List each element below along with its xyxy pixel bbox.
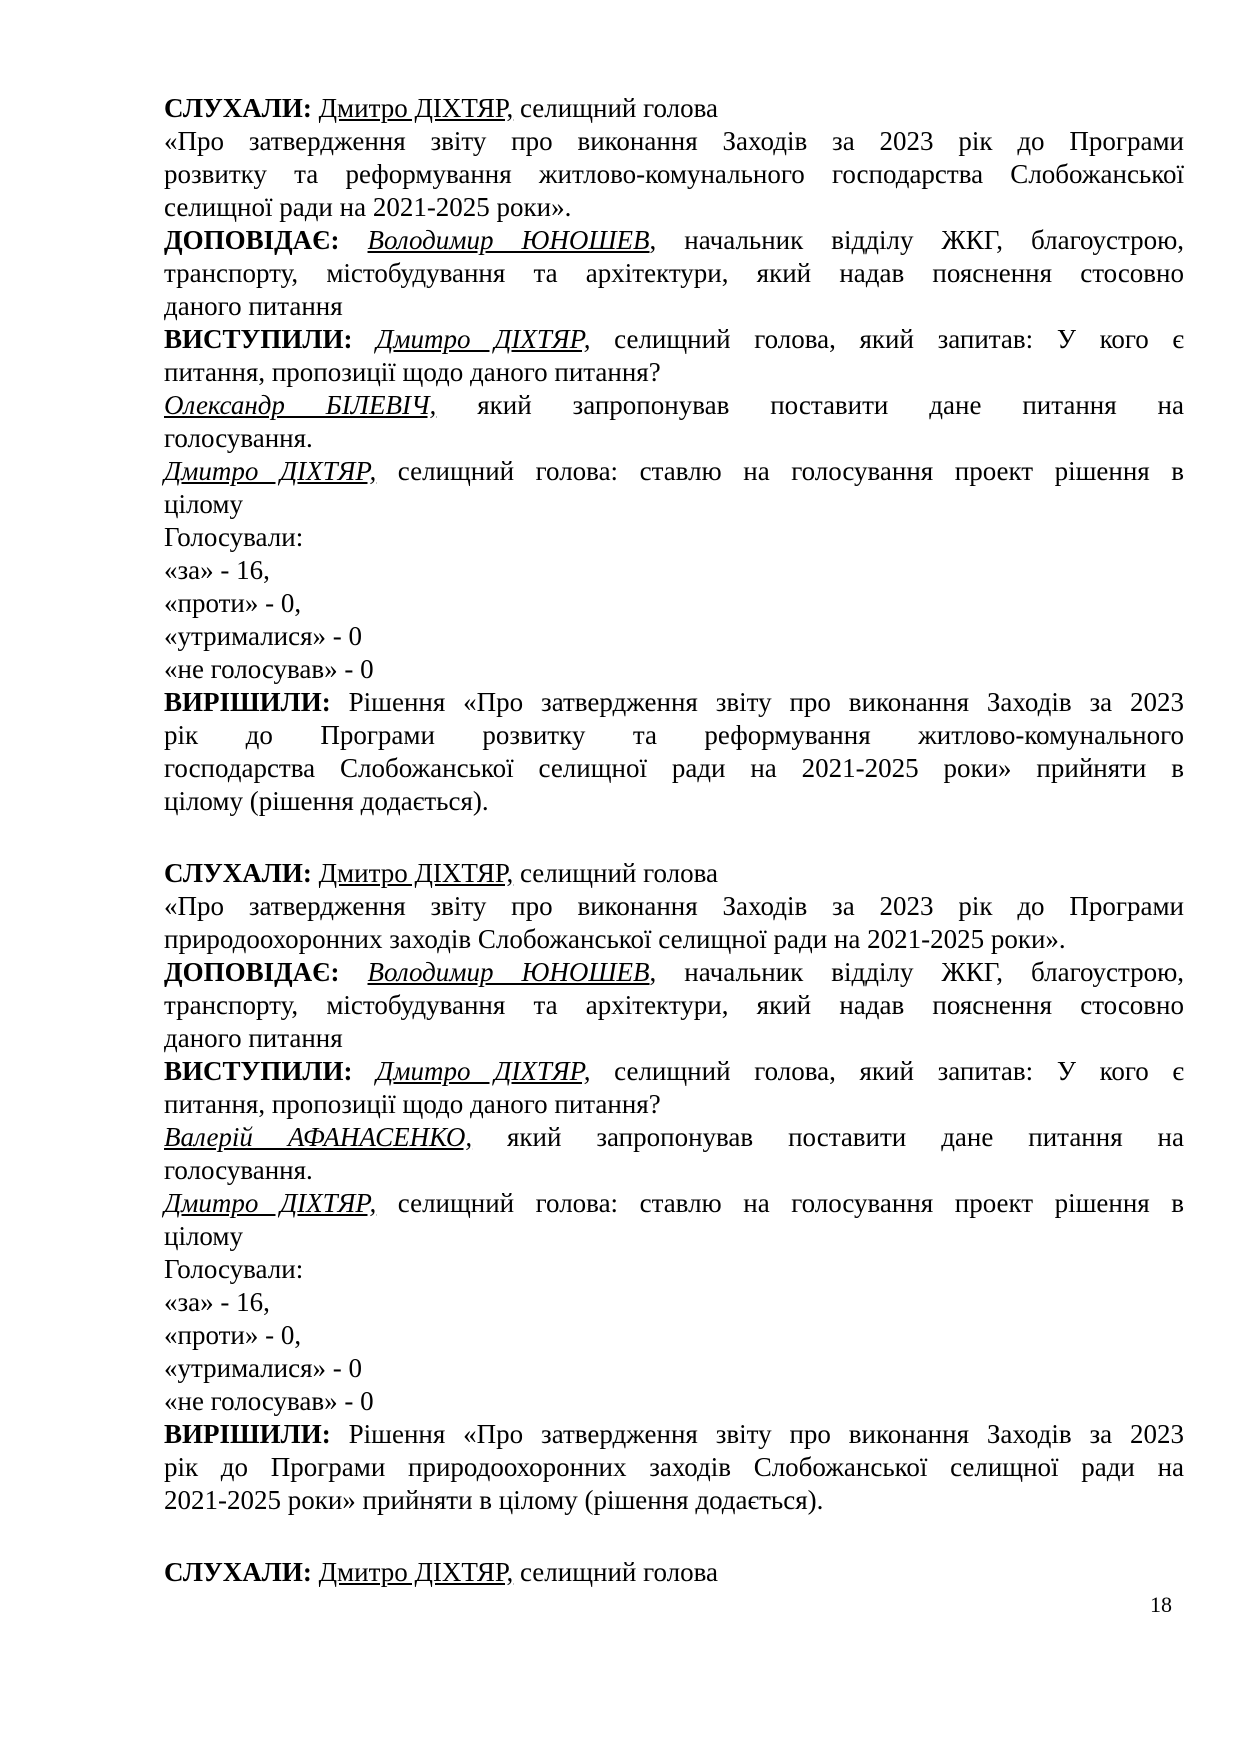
proposer-name: Валерій АФАНАСЕНКО, [164, 1122, 473, 1152]
agenda-item [164, 857, 1184, 1517]
reporter-name: Володимир ЮНОШЕВ [367, 957, 650, 987]
heard-label: СЛУХАЛИ: [164, 93, 312, 123]
topic-line: «Про затвердження звіту про виконання Заходів за 2023 рік до Програми [164, 891, 1184, 921]
spoke-line: питання, пропозиції щодо даного питання? [164, 357, 661, 387]
vote-title: Голосували: [164, 1254, 304, 1284]
speaker-name: Дмитро ДІХТЯР, [318, 1557, 514, 1587]
decision-text: Рішення «Про затвердження звіту про виконання Заходів за 2023 [330, 687, 1184, 717]
speaker-role: селищний голова [513, 1557, 718, 1587]
spoke-text: селищний голова, який запитав: У кого є [590, 324, 1185, 354]
reporter-line [164, 956, 1184, 989]
heard-line [164, 857, 1184, 890]
reporter-role: , начальник відділу ЖКГ, благоустрою, [649, 225, 1184, 255]
heard-line [164, 1556, 1184, 1589]
topic-line: розвитку та реформування житлово-комунального господарства Слобожанської [164, 159, 1184, 189]
section-spacer [164, 1517, 1184, 1556]
vote-not-voted: «не голосував» - 0 [164, 654, 374, 684]
spoke-label: ВИСТУПИЛИ: [164, 1056, 353, 1086]
chair-line: цілому [164, 489, 243, 519]
chair-line [164, 455, 1184, 488]
heard-line [164, 92, 1184, 125]
proposal-text: який запропонував поставити дане питання на [472, 1122, 1184, 1152]
spoke-line: питання, пропозиції щодо даного питання? [164, 1089, 661, 1119]
chair-text: селищний голова: ставлю на голосування проект рішення в [376, 456, 1184, 486]
page-number: 18 [1150, 1592, 1172, 1617]
reporter-label: ДОПОВІДАЄ: [164, 225, 340, 255]
reporter-line: даного питання [164, 1023, 343, 1053]
spoke-text: селищний голова, який запитав: У кого є [590, 1056, 1185, 1086]
topic-line: «Про затвердження звіту про виконання Заходів за 2023 рік до Програми [164, 126, 1184, 156]
proposal-line [164, 1121, 1184, 1154]
vote-against: «проти» - 0, [164, 588, 302, 618]
proposal-line: голосування. [164, 423, 313, 453]
topic-line: природоохоронних заходів Слобожанської селищної ради на 2021-2025 роки». [164, 924, 1066, 954]
section-spacer [164, 818, 1184, 857]
proposal-text: який запропонував поставити дане питання на [436, 390, 1184, 420]
vote-abstained: «утрималися» - 0 [164, 1353, 363, 1383]
reporter-line: транспорту, містобудування та архітектури, який надав пояснення стосовно [164, 258, 1184, 288]
spoke-line [164, 1055, 1184, 1088]
speaker-name: Дмитро ДІХТЯР, [376, 1056, 591, 1086]
speaker-name: Дмитро ДІХТЯР, [318, 858, 514, 888]
spoke-line [164, 323, 1184, 356]
speaker-name: Дмитро ДІХТЯР, [318, 93, 514, 123]
proposal-line [164, 389, 1184, 422]
decision-label: ВИРІШИЛИ: [164, 687, 331, 717]
spoke-label: ВИСТУПИЛИ: [164, 324, 353, 354]
reporter-label: ДОПОВІДАЄ: [164, 957, 340, 987]
speaker-name: Дмитро ДІХТЯР, [376, 324, 591, 354]
reporter-line [164, 224, 1184, 257]
decision-text: Рішення «Про затвердження звіту про виконання Заходів за 2023 [330, 1419, 1184, 1449]
decision-label: ВИРІШИЛИ: [164, 1419, 331, 1449]
speaker-role: селищний голова [513, 93, 718, 123]
topic-line: селищної ради на 2021-2025 роки». [164, 192, 572, 222]
decision-line: рік до Програми природоохоронних заходів Слобожанської селищної ради на [164, 1452, 1184, 1482]
reporter-line: транспорту, містобудування та архітектури, який надав пояснення стосовно [164, 990, 1184, 1020]
decision-line: цілому (рішення додається). [164, 786, 489, 816]
decision-line [164, 1418, 1184, 1451]
vote-title: Голосували: [164, 522, 304, 552]
vote-for: «за» - 16, [164, 555, 270, 585]
decision-line: 2021-2025 роки» прийняти в цілому (рішення додається). [164, 1485, 824, 1515]
proposer-name: Олександр БІЛЕВІЧ, [164, 390, 437, 420]
proposal-line: голосування. [164, 1155, 313, 1185]
reporter-name: Володимир ЮНОШЕВ [367, 225, 650, 255]
vote-not-voted: «не голосував» - 0 [164, 1386, 374, 1416]
reporter-line: даного питання [164, 291, 343, 321]
chair-text: селищний голова: ставлю на голосування проект рішення в [376, 1188, 1184, 1218]
chair-name: Дмитро ДІХТЯР, [164, 456, 377, 486]
decision-line [164, 686, 1184, 719]
chair-name: Дмитро ДІХТЯР, [164, 1188, 377, 1218]
agenda-item [164, 92, 1184, 818]
heard-label: СЛУХАЛИ: [164, 1557, 312, 1587]
vote-for: «за» - 16, [164, 1287, 270, 1317]
chair-line: цілому [164, 1221, 243, 1251]
decision-line: господарства Слобожанської селищної ради на 2021-2025 роки» прийняти в [164, 753, 1184, 783]
vote-abstained: «утрималися» - 0 [164, 621, 363, 651]
vote-against: «проти» - 0, [164, 1320, 302, 1350]
chair-line [164, 1187, 1184, 1220]
reporter-role: , начальник відділу ЖКГ, благоустрою, [649, 957, 1184, 987]
speaker-role: селищний голова [513, 858, 718, 888]
heard-label: СЛУХАЛИ: [164, 858, 312, 888]
minutes-content [164, 92, 1184, 1589]
decision-line: рік до Програми розвитку та реформування житлово-комунального [164, 720, 1184, 750]
